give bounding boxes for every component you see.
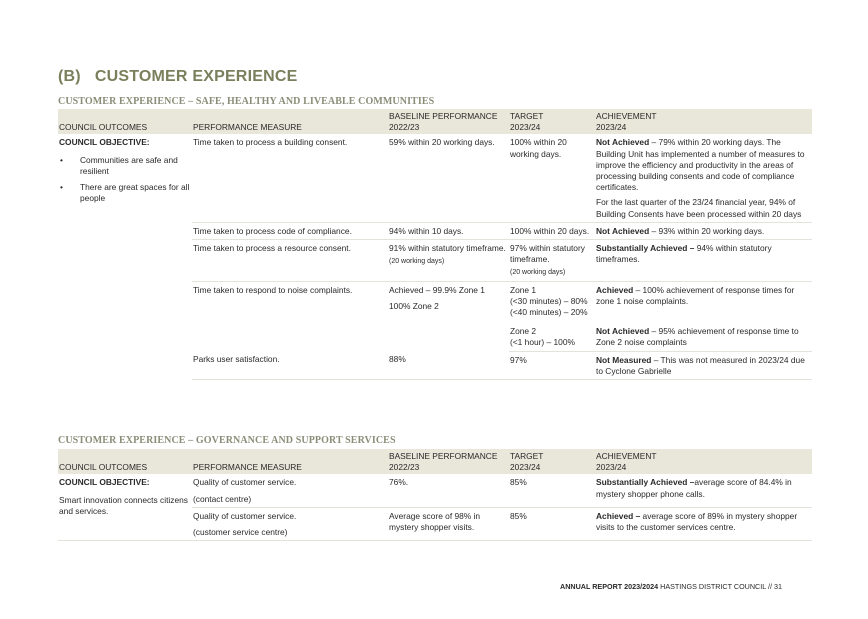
section-name: CUSTOMER EXPERIENCE [94, 68, 298, 85]
measure-cell: Quality of customer service. (contact centre) [192, 474, 388, 507]
target-cell: 100% within 20 working days. [509, 134, 595, 222]
status-label: Achieved [596, 284, 634, 295]
baseline-cell: 76%. [388, 474, 509, 507]
baseline-cell: 94% within 10 days. [388, 222, 509, 239]
measure-cell: Time taken to process a resource consent. [192, 240, 388, 282]
status-label: Not Achieved [596, 137, 650, 148]
header-achievement: ACHIEVEMENT 2023/24 [595, 109, 812, 134]
target-cell: 97% within statutory timeframe. (20 working days) [509, 240, 595, 282]
header-measure: PERFORMANCE MEASURE [192, 449, 388, 474]
baseline-cell: 88% [388, 351, 509, 379]
target-cell: 85% [509, 507, 595, 540]
achievement-cell: Substantially Achieved – 94% within statutory timeframes. [595, 240, 812, 282]
council-objective-cell [58, 134, 192, 379]
performance-table-safe-communities [58, 109, 812, 380]
section-number: (B) [58, 68, 81, 85]
header-measure: PERFORMANCE MEASURE [192, 109, 388, 134]
measure-cell: Time taken to process code of compliance. [192, 222, 388, 239]
table-row [58, 474, 812, 507]
baseline-cell: Achieved – 99.9% Zone 1 100% Zone 2 [389, 284, 485, 311]
baseline-cell: 91% within statutory timeframe. (20 working days) [388, 240, 509, 282]
target-cell: 100% within 20 days. [509, 222, 595, 239]
outcomes-list [59, 155, 190, 205]
status-label: Achieved – [596, 510, 641, 521]
status-label: Substantially Achieved – [596, 243, 695, 254]
table-row [58, 134, 812, 222]
achievement-cell: Achieved – average score of 89% in mystery shopper visits to the customer services centre. [595, 507, 812, 540]
achievement-cell: Not Measured – This was not measured in 2023/24 due to Cyclone Gabrielle [595, 351, 812, 379]
table2-heading: CUSTOMER EXPERIENCE – GOVERNANCE AND SUPPORT SERVICES [58, 435, 396, 446]
target-cell: Zone 2 (<1 hour) – 100% [509, 320, 595, 351]
measure-cell: Quality of customer service. (customer service centre) [192, 507, 388, 540]
outcome-text: Smart innovation connects citizens and services. [59, 494, 188, 516]
status-label: Substantially Achieved – [596, 477, 695, 488]
achievement-cell: Not Achieved – 93% within 20 working days. [595, 222, 812, 239]
header-baseline: BASELINE PERFORMANCE 2022/23 [388, 109, 509, 134]
list-item: • There are great spaces for all people [60, 182, 190, 204]
page-title [58, 68, 297, 86]
header-outcomes: COUNCIL OUTCOMES [58, 109, 192, 134]
status-label: Not Measured [596, 354, 652, 365]
baseline-cell: Average score of 98% in mystery shopper visits. [388, 507, 509, 540]
achievement-note: For the last quarter of the 23/24 financial year, 94% of Building Consents have been processed within 20 days [596, 197, 802, 219]
measure-cell: Time taken to process a building consent. [192, 134, 388, 222]
table-header-row [58, 449, 812, 474]
achievement-cell: Not Achieved – 79% within 20 working days. The Building Unit has implemented a number of measures to improve the efficiency and productivity in the areas of processing building consents and code of compliance certificates. For the last quarter of the 23/24 financial year, 94% of Building Consents have been processed within 20 days [595, 134, 812, 222]
target-cell: 85% [509, 474, 595, 507]
measure-cell: Time taken to respond to noise complaints. [193, 284, 353, 295]
header-achievement: ACHIEVEMENT 2023/24 [595, 449, 812, 474]
header-target: TARGET 2023/24 [509, 109, 595, 134]
achievement-cell: Achieved – 100% achievement of response times for zone 1 noise complaints. [596, 284, 795, 306]
measure-cell: Parks user satisfaction. [192, 351, 388, 379]
footer-council: HASTINGS DISTRICT COUNCIL // 31 [658, 582, 782, 591]
header-target: TARGET 2023/24 [509, 449, 595, 474]
achievement-cell: Substantially Achieved –average score of 84.4% in mystery shopper phone calls. [595, 474, 812, 507]
target-cell: 97% [509, 351, 595, 379]
header-baseline: BASELINE PERFORMANCE 2022/23 [388, 449, 509, 474]
council-objective-cell [58, 474, 192, 540]
objective-title: COUNCIL OBJECTIVE: [59, 477, 150, 488]
target-cell: Zone 1 (<30 minutes) – 80% (<40 minutes) – 20% [510, 284, 588, 318]
baseline-cell: 59% within 20 working days. [388, 134, 509, 222]
status-label: Not Achieved [596, 225, 650, 236]
table1-heading: CUSTOMER EXPERIENCE – SAFE, HEALTHY AND LIVEABLE COMMUNITIES [58, 96, 435, 107]
achievement-cell: Not Achieved – 95% achievement of response time to Zone 2 noise complaints [595, 320, 812, 351]
table-header-row [58, 109, 812, 134]
page-footer [560, 582, 782, 591]
list-item: • Communities are safe and resilient [60, 154, 178, 176]
footer-report: ANNUAL REPORT 2023/2024 [560, 582, 659, 591]
performance-table-governance [58, 449, 812, 541]
status-label: Not Achieved [596, 326, 650, 337]
header-outcomes: COUNCIL OUTCOMES [58, 449, 192, 474]
objective-title: COUNCIL OBJECTIVE: [59, 137, 150, 148]
